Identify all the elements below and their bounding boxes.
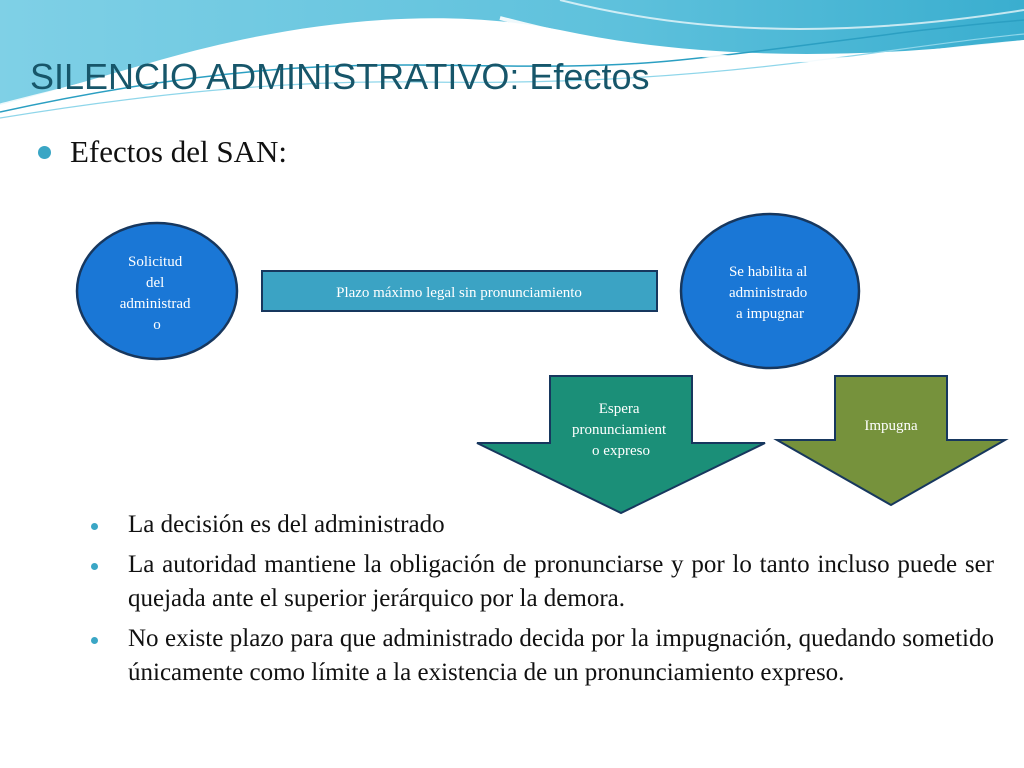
- points-list: [128, 508, 994, 696]
- node-habilita-line: Se habilita al: [728, 264, 808, 280]
- node-habilita-line: a impugnar: [736, 306, 804, 322]
- list-item-text: La autoridad mantiene la obligación de pronunciarse y por lo tanto incluso puede ser quejada ante el superior jerárquico por la demora.: [128, 551, 994, 612]
- list-item-text: La decisión es del administrado: [128, 511, 445, 538]
- list-item-text: No existe plazo para que administrado decida por la impugnación, quedando sometido únicamente como límite a la existencia de un pronunciamiento expreso.: [128, 625, 994, 686]
- list-item: [128, 622, 994, 690]
- node-habilita: [681, 214, 859, 368]
- list-item: [128, 548, 994, 616]
- list-item: [128, 508, 994, 542]
- arrow-espera: [477, 376, 765, 513]
- node-solicitud: [77, 223, 237, 359]
- slide-title: SILENCIO ADMINISTRATIVO: Efectos: [30, 56, 650, 97]
- svg-text:Se habilita al administr: [729, 264, 811, 322]
- node-solicitud-line: administrad: [119, 296, 191, 312]
- node-solicitud-line: del: [145, 275, 165, 291]
- bullet-dot-icon: [91, 523, 98, 530]
- arrow-impugna-text: Impugna: [864, 418, 918, 434]
- main-bullet: [70, 134, 287, 170]
- node-solicitud-line: o: [153, 317, 161, 333]
- san-flow-diagram: [0, 200, 1024, 520]
- node-plazo-text: Plazo máximo legal sin pronunciamiento: [336, 285, 582, 301]
- node-habilita-line: administrado: [728, 285, 808, 301]
- node-plazo: [262, 271, 657, 311]
- main-bullet-text: Efectos del SAN:: [70, 134, 287, 169]
- bullet-dot-icon: [38, 146, 51, 159]
- arrow-espera-line: o expreso: [592, 443, 650, 459]
- bullet-dot-icon: [91, 563, 98, 570]
- node-solicitud-line: Solicitud: [128, 254, 183, 270]
- arrow-espera-line: Espera: [598, 401, 640, 417]
- bullet-dot-icon: [91, 637, 98, 644]
- arrow-espera-line: pronunciamient: [572, 422, 667, 438]
- arrow-impugna: [777, 376, 1005, 505]
